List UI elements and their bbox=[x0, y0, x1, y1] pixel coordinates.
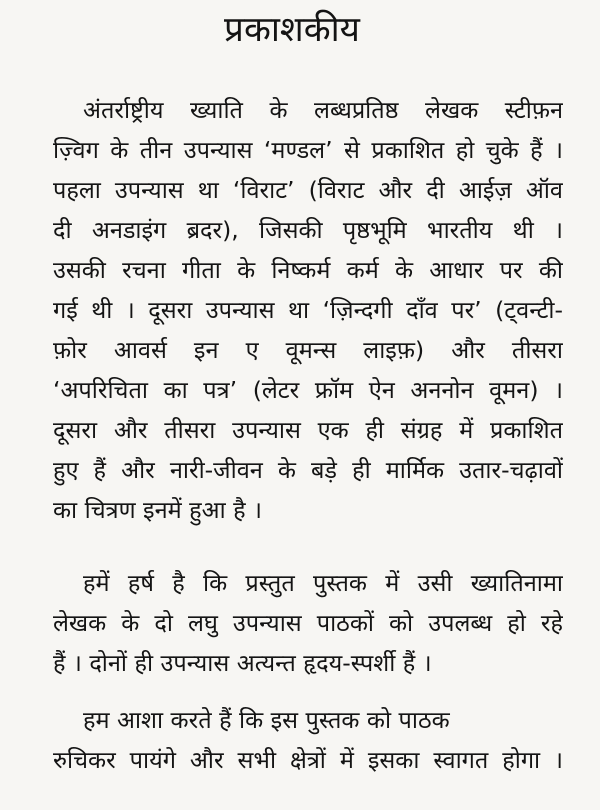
paragraph-2 bbox=[53, 563, 563, 683]
text-line: हुए हैं और नारी-जीवन के बड़े ही मार्मिक उतार-चढ़ावों bbox=[53, 456, 563, 484]
text-line: अंतर्राष्ट्रीय ख्याति के लब्धप्रतिष्ठ लेखक स्टीफ़न bbox=[83, 96, 563, 124]
text-line: पहला उपन्यास था ‘विराट’ (विराट और दी आईज़ ऑव bbox=[53, 176, 563, 204]
text-line: ज़्विग के तीन उपन्यास ‘मण्डल’ से प्रकाशित हो चुके हैं । bbox=[53, 136, 563, 164]
text-line: का चित्रण इनमें हुआ है । bbox=[53, 496, 262, 524]
paragraph-3 bbox=[53, 700, 563, 780]
paragraph-1 bbox=[53, 90, 563, 530]
text-line: उसकी रचना गीता के निष्कर्म कर्म के आधार पर की bbox=[53, 256, 563, 284]
text-line: दी अनडाइंग ब्रदर), जिसकी पृष्ठभूमि भारतीय थी । bbox=[53, 216, 563, 244]
text-line: गई थी । दूसरा उपन्यास था ‘ज़िन्दगी दाँव पर’ (ट्वन्टी- bbox=[53, 296, 563, 324]
text-line: दूसरा और तीसरा उपन्यास एक ही संग्रह में प्रकाशित bbox=[53, 416, 563, 444]
text-line: हैं । दोनों ही उपन्यास अत्यन्त हृदय-स्पर्शी हैं । bbox=[53, 649, 432, 677]
page-title-text: प्रकाशकीय bbox=[224, 10, 360, 50]
text-line: लेखक के दो लघु उपन्यास पाठकों को उपलब्ध हो रहे bbox=[53, 609, 563, 637]
text-line: हमें हर्ष है कि प्रस्तुत पुस्तक में उसी ख्यातिनामा bbox=[83, 569, 563, 597]
page-title bbox=[0, 8, 600, 52]
text-line: रुचिकर पायंगे और सभी क्षेत्रों में इसका स्वागत होगा । bbox=[53, 746, 563, 774]
text-line: फ़ोर आवर्स इन ए वूमन्स लाइफ़) और तीसरा bbox=[53, 336, 563, 364]
text-line: हम आशा करते हैं कि इस पुस्तक को पाठक bbox=[83, 706, 450, 734]
text-line: ‘अपरिचिता का पत्र’ (लेटर फ्रॉम ऐन अननोन वूमन) । bbox=[53, 376, 563, 404]
